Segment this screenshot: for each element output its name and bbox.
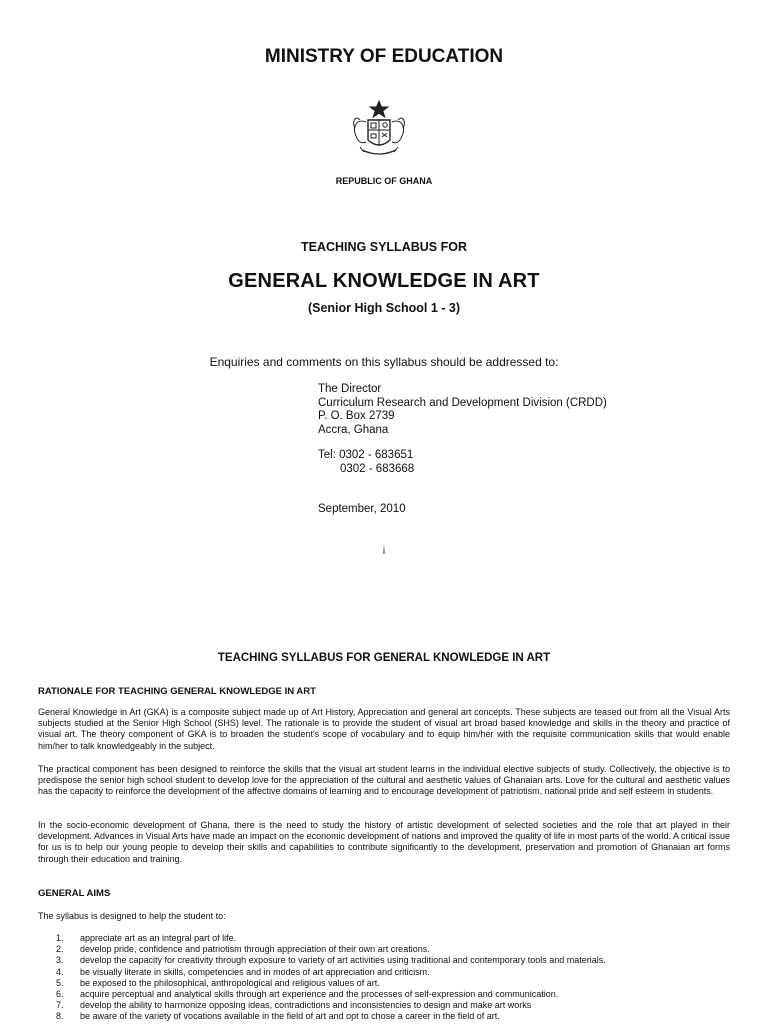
list-text: be aware of the variety of vocations available in the field of art and opt to chose a career in the field of art. [80, 1011, 500, 1022]
list-text: develop the ability to harmonize opposing ideas, contradictions and inconsistencies to design and make art works [80, 1000, 532, 1011]
ministry-title: MINISTRY OF EDUCATION [264, 46, 504, 67]
list-item [38, 1000, 730, 1011]
list-item [38, 978, 730, 989]
list-number: 4. [56, 966, 64, 977]
list-item [38, 989, 730, 1000]
list-text: acquire perceptual and analytical skills through art experience and the processes of self-expression and communication. [80, 989, 559, 1000]
subject-title: GENERAL KNOWLEDGE IN ART [228, 270, 540, 292]
list-item [38, 1011, 730, 1022]
enquiries-text: Enquiries and comments on this syllabus should be addressed to: [209, 355, 559, 369]
list-number: 6. [56, 989, 64, 1000]
list-text: develop the capacity for creativity through exposure to variety of art activities using traditional and contemporary tools and materials. [80, 955, 606, 966]
list-text: develop pride, confidence and patriotism through appreciation of their own art creations. [80, 944, 430, 955]
level-subtitle: (Senior High School 1 - 3) [307, 301, 461, 315]
telephone-line: 0302 - 683668 [340, 462, 415, 475]
list-number: 1. [56, 933, 64, 943]
aims-intro: The syllabus is designed to help the student to: [38, 911, 226, 921]
page2-title: TEACHING SYLLABUS FOR GENERAL KNOWLEDGE IN ART [217, 652, 551, 664]
address-block [318, 383, 607, 437]
list-text: appreciate art as an integral part of life. [80, 933, 237, 943]
syllabus-heading: TEACHING SYLLABUS FOR [301, 240, 467, 254]
list-number: 7. [56, 1000, 64, 1011]
telephone-line: Tel: 0302 - 683651 [318, 449, 414, 461]
list-number: 8. [56, 1011, 64, 1022]
aims-list [38, 933, 730, 1023]
aims-heading: GENERAL AIMS [38, 888, 111, 899]
rationale-heading: RATIONALE FOR TEACHING GENERAL KNOWLEDGE IN ART [38, 686, 316, 697]
list-text: be exposed to the philosophical, anthropological and religious values of art. [80, 977, 380, 988]
list-item [38, 955, 730, 966]
address-line: Curriculum Research and Development Division (CRDD) [318, 396, 607, 409]
page-number: i [382, 546, 386, 557]
list-item [38, 967, 730, 978]
list-number: 5. [56, 977, 64, 988]
address-line: The Director [318, 383, 382, 395]
rationale-paragraph: The practical component has been designed to reinforce the skills that the visual art student learns in the individual elective subjects of study. Collectively, the objective is to predispose the senior high school student to develop love for the appreciation of the cultural and aesthetic values of Ghanaian arts. Love for the cultural and aesthetic values has the capacity to reinforce the development of the affective domains of learning and to encourage development of patriotism, national pride and self esteem in students. [38, 764, 730, 797]
telephone-block [318, 449, 414, 476]
list-number: 2. [56, 944, 64, 955]
address-line: Accra, Ghana [318, 423, 389, 436]
rationale-paragraph: In the socio-economic development of Ghana, there is the need to study the history of artistic development of selected societies and the role that art played in their development. Advances in Visual Arts have made an impact on the economic development of nations and improved the quality of life in most parts of the world. A critical issue for us is to help our young people to develop their skills and capabilities to contribute significantly to the development, preservation and promotion of Ghanaian art forms through their education and training. [38, 820, 730, 864]
list-number: 3. [56, 955, 64, 966]
publication-date: September, 2010 [318, 503, 406, 515]
rationale-paragraph: General Knowledge in Art (GKA) is a composite subject made up of Art History, Appreciation and general art concepts. These subjects are teased out from all the Visual Arts subjects studied at the Senior High School (SHS) level. The rationale is to provide the student of visual art broad based knowledge and skills in the theory and practice of visual art. The theory component of GKA is to broaden the student's scope of vocabulary and to equip him/her with the requisite communication skills that would enable him/her to talk knowledgeably in the subject. [38, 707, 730, 751]
republic-label: REPUBLIC OF GHANA [335, 176, 433, 186]
list-item [38, 933, 730, 944]
list-item [38, 944, 730, 955]
ghana-coat-of-arms-emblem [346, 98, 412, 164]
list-text: be visually literate in skills, competencies and in modes of art appreciation and criticism. [80, 966, 430, 977]
address-line: P. O. Box 2739 [318, 410, 395, 422]
